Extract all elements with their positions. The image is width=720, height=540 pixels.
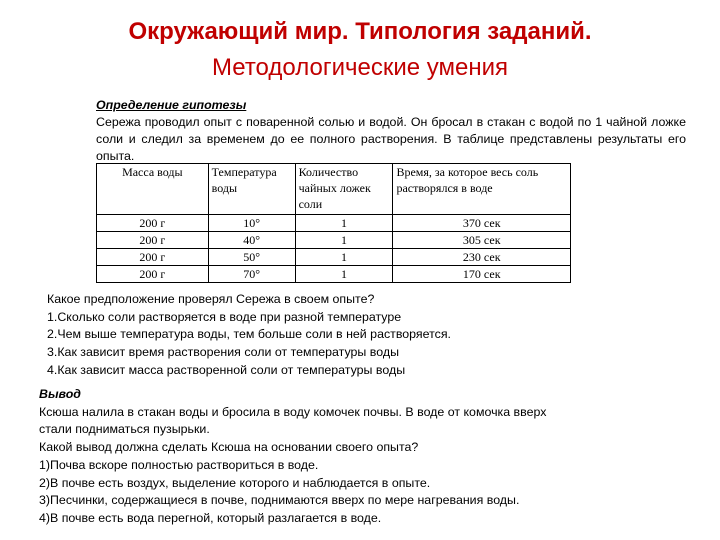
table-cell: 70° xyxy=(208,266,295,283)
table-cell: 200 г xyxy=(97,232,209,249)
option-4: 4)В почве есть вода перегной, который разлагается в воде. xyxy=(39,510,382,525)
task2-block xyxy=(39,386,546,528)
table-header-cell: Масса воды xyxy=(97,164,209,215)
task1-intro xyxy=(96,97,686,165)
table-row xyxy=(97,215,571,232)
option-2: 2)В почве есть воздух, выделение которого и наблюдается в опыте. xyxy=(39,475,431,490)
option-1: 1)Почва вскоре полностью раствориться в воде. xyxy=(39,457,319,472)
table-cell: 170 сек xyxy=(393,266,571,283)
task2-text-line: Ксюша налила в стакан воды и бросила в воду комочек почвы. В воде от комочка вверх xyxy=(39,404,547,419)
table-cell: 1 xyxy=(295,215,393,232)
task1-question-block xyxy=(47,291,451,380)
table-cell: 370 сек xyxy=(393,215,571,232)
option-4: 4.Как зависит масса растворенной соли от температуры воды xyxy=(47,362,406,377)
table-cell: 230 сек xyxy=(393,249,571,266)
option-3: 3)Песчинки, содержащиеся в почве, поднимаются вверх по мере нагревания воды. xyxy=(39,493,520,508)
option-2: 2.Чем выше температура воды, тем больше соли в ней растворяется. xyxy=(47,327,451,342)
option-3: 3.Как зависит время растворения соли от температуры воды xyxy=(47,345,399,360)
table-cell: 1 xyxy=(295,232,393,249)
page-subtitle: Методологические умения xyxy=(212,54,508,81)
table-cell: 1 xyxy=(295,249,393,266)
task2-question: Какой вывод должна сделать Ксюша на основании своего опыта? xyxy=(39,440,419,455)
task2-text-line: стали подниматься пузырьки. xyxy=(39,422,210,437)
table-cell: 200 г xyxy=(97,249,209,266)
table-header-cell: Время, за которое весь соль растворялся в воде xyxy=(393,164,571,215)
task1-text: Сережа проводил опыт с поваренной солью и водой. Он бросал в стакан с водой по 1 чайной ложке соли и следил за временем до ее полного растворения. В таблице представлены результаты его опыта. xyxy=(96,115,686,163)
option-1: 1.Сколько соли растворяется в воде при разной температуре xyxy=(47,309,402,324)
table-cell: 40° xyxy=(208,232,295,249)
table-header-row xyxy=(97,164,571,215)
table-cell: 50° xyxy=(208,249,295,266)
table-header-cell: Количество чайных ложек соли xyxy=(295,164,393,215)
table-row xyxy=(97,232,571,249)
table-cell: 10° xyxy=(208,215,295,232)
task2-heading: Вывод xyxy=(39,387,81,401)
results-table xyxy=(96,163,571,283)
task1-question: Какое предположение проверял Сережа в своем опыте? xyxy=(47,292,375,306)
table-header-cell: Температура воды xyxy=(208,164,295,215)
table-row xyxy=(97,249,571,266)
table-cell: 200 г xyxy=(97,215,209,232)
page-title: Окружающий мир. Типология заданий. xyxy=(128,18,592,45)
task1-heading: Определение гипотезы xyxy=(96,98,247,112)
table-cell: 305 сек xyxy=(393,232,571,249)
table-cell: 1 xyxy=(295,266,393,283)
table-cell: 200 г xyxy=(97,266,209,283)
table-row xyxy=(97,266,571,283)
